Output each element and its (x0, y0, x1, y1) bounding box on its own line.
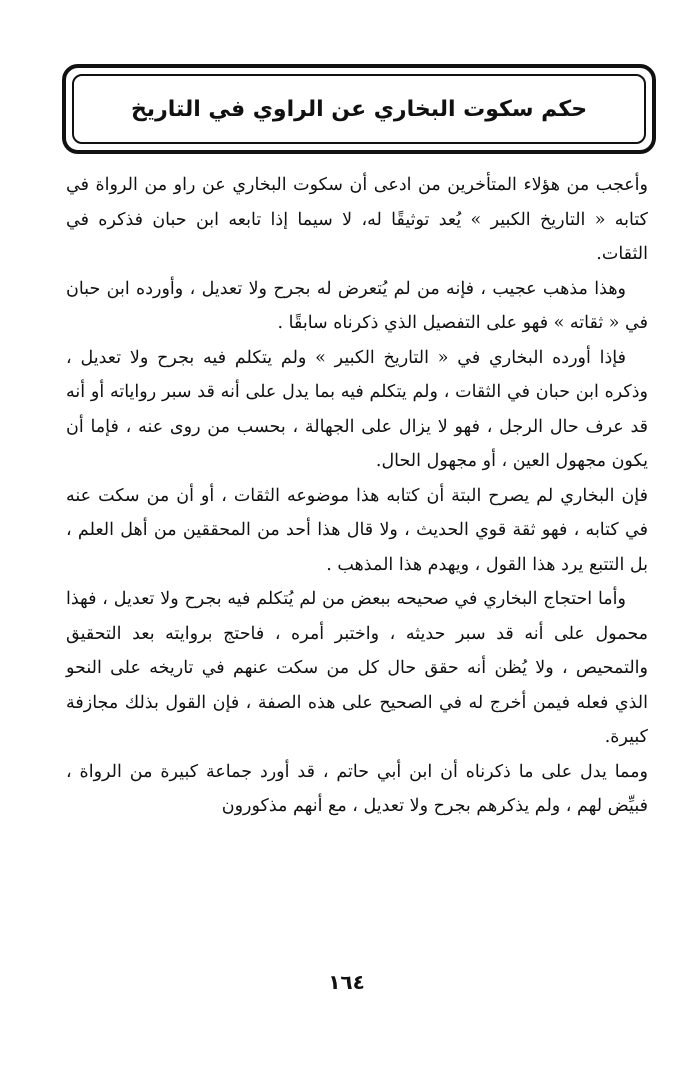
paragraph-5: وأما احتجاج البخاري في صحيحه ببعض من لم يُتكلم فيه بجرح ولا تعديل ، فهذا محمول على أنه قد سبر حديثه ، واختبر أمره ، فاحتج بروايته بعد التحقيق والتمحيص ، ولا يُظن أنه حقق حال كل من سكت عنهم في تاريخه على النحو الذي فعله فيمن أخرج له في الصحيح على هذه الصفة ، فإن القول بذلك مجازفة كبيرة. (66, 589, 648, 747)
paragraph-4: فإن البخاري لم يصرح البتة أن كتابه هذا موضوعه الثقات ، أو أن من سكت عنه في كتابه ، فهو ثقة قوي الحديث ، ولا قال هذا أحد من المحققين من أهل العلم ، بل التتبع يرد هذا القول ، ويهدم هذا المذهب . (66, 485, 648, 575)
title-frame (62, 64, 656, 154)
body-text (66, 168, 648, 824)
paragraph-3: فإذا أورده البخاري في « التاريخ الكبير » ولم يتكلم فيه بجرح ولا تعديل ، وذكره ابن حبان في الثقات ، ولم يتكلم فيه بما يدل على أنه قد سبر رواياته أو أنه قد عرف حال الرجل ، فهو لا يزال على الجهالة ، بحسب من روى عنه ، فإما أن يكون مجهول العين ، أو مجهول الحال. (66, 347, 648, 471)
paragraph-1: وأعجب من هؤلاء المتأخرين من ادعى أن سكوت البخاري عن راو من الرواة في كتابه « التاريخ الكبير » يُعد توثيقًا له، لا سيما إذا تابعه ابن حبان فذكره في الثقات. (66, 175, 648, 264)
page-number: ١٦٤ (328, 970, 365, 994)
paragraph-6: ومما يدل على ما ذكرناه أن ابن أبي حاتم ، قد أورد جماعة كبيرة من الرواة ، فبيِّض لهم ، ولم يذكرهم بجرح ولا تعديل ، مع أنهم مذكورون (66, 761, 648, 816)
paragraph-2: وهذا مذهب عجيب ، فإنه من لم يُتعرض له بجرح ولا تعديل ، وأورده ابن حبان في « ثقاته » فهو على التفصيل الذي ذكرناه سابقًا . (66, 278, 648, 333)
chapter-title: حكم سكوت البخاري عن الراوي في التاريخ (130, 96, 588, 122)
title-frame-inner (72, 74, 646, 144)
